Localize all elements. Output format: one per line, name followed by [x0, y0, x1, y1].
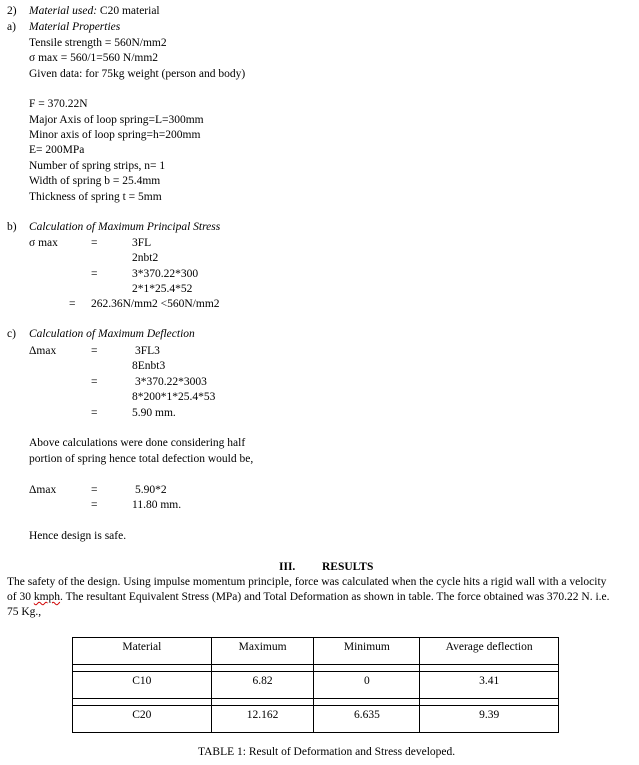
table-cell: 6.635 [314, 706, 420, 733]
table-cell: C10 [73, 672, 212, 699]
table-header-cell: Maximum [211, 638, 314, 665]
given-line: F = 370.22N [29, 98, 88, 110]
stress-result: 262.36N/mm2 <560N/mm2 [91, 298, 220, 310]
deflection-formula-denominator: 8Enbt3 [132, 360, 166, 372]
given-line: Number of spring strips, n= 1 [29, 160, 166, 172]
table-header-row [73, 638, 559, 665]
results-heading: RESULTS [322, 561, 374, 573]
table-cell: 3.41 [420, 672, 559, 699]
equals-sign: = [91, 499, 98, 511]
deflection-note: Above calculations were done considering half [29, 437, 246, 449]
total-deflection-result: 11.80 mm. [132, 499, 182, 511]
equals-sign: = [91, 484, 98, 496]
table-cell: C20 [73, 706, 212, 733]
equals-sign: = [91, 407, 98, 419]
property-line: Tensile strength = 560N/mm2 [29, 37, 167, 49]
equals-sign: = [91, 237, 98, 249]
design-conclusion: Hence design is safe. [29, 530, 127, 542]
equals-sign: = [91, 376, 98, 388]
total-deflection-symbol: Δmax [29, 484, 57, 496]
deflection-note: portion of spring hence total defection would be, [29, 453, 254, 465]
table-header-cell: Average deflection [420, 638, 559, 665]
section-a-number: a) [7, 21, 16, 33]
stress-formula-numerator: 3FL [132, 237, 152, 249]
stress-symbol: σ max [29, 237, 58, 249]
stress-substitution-denominator: 2*1*25.4*52 [132, 283, 193, 295]
results-paragraph-line: The safety of the design. Using impulse momentum principle, force was calculated when the cycle hits a rigid wall with a velocity [7, 576, 607, 588]
section-a-heading: Material Properties [29, 21, 121, 33]
given-line: E= 200MPa [29, 144, 85, 156]
table-spacer-row [73, 665, 559, 672]
table-cell: 6.82 [211, 672, 314, 699]
property-line: Given data: for 75kg weight (person and body) [29, 68, 246, 80]
given-line: Thickness of spring t = 5mm [29, 191, 162, 203]
section-b-heading: Calculation of Maximum Principal Stress [29, 221, 221, 233]
spellcheck-word: kmph [33, 591, 61, 603]
deflection-substitution-denominator: 8*200*1*25.4*53 [132, 391, 216, 403]
section-2-number: 2) [7, 5, 17, 17]
equals-sign: = [91, 345, 98, 357]
given-line: Major Axis of loop spring=L=300mm [29, 114, 204, 126]
given-line: Minor axis of loop spring=h=200mm [29, 129, 201, 141]
table-row [73, 672, 559, 699]
deflection-substitution-numerator: 3*370.22*3003 [135, 376, 207, 388]
results-paragraph-line: of 30 kmph. The resultant Equivalent Stress (MPa) and Total Deformation as shown in table. The force obtained was 370.22 N. i.e. [7, 591, 610, 603]
deflection-formula-numerator: 3FL3 [135, 345, 160, 357]
stress-substitution-numerator: 3*370.22*300 [132, 268, 199, 280]
material-used-label: Material used: [29, 5, 98, 17]
material-used-line [29, 4, 160, 19]
stress-formula-denominator: 2nbt2 [132, 252, 159, 264]
equals-sign: = [69, 298, 76, 310]
results-table [72, 637, 559, 733]
deflection-symbol: Δmax [29, 345, 57, 357]
table-spacer-row [73, 699, 559, 706]
total-deflection-calc: 5.90*2 [135, 484, 167, 496]
equals-sign: = [91, 268, 98, 280]
table-cell: 12.162 [211, 706, 314, 733]
given-line: Width of spring b = 25.4mm [29, 175, 161, 187]
section-c-number: c) [7, 328, 16, 340]
table-header-cell: Material [73, 638, 212, 665]
table-header-cell: Minimum [314, 638, 420, 665]
material-used-value: C20 material [99, 5, 160, 17]
results-section-number: III. [279, 561, 296, 573]
property-line: σ max = 560/1=560 N/mm2 [29, 52, 159, 64]
table-caption: TABLE 1: Result of Deformation and Stress developed. [198, 746, 456, 758]
results-paragraph-line: 75 Kg., [7, 606, 42, 618]
table-cell: 9.39 [420, 706, 559, 733]
section-c-heading: Calculation of Maximum Deflection [29, 328, 195, 340]
table-row [73, 706, 559, 733]
deflection-result: 5.90 mm. [132, 407, 176, 419]
section-b-number: b) [7, 221, 17, 233]
table-cell: 0 [314, 672, 420, 699]
